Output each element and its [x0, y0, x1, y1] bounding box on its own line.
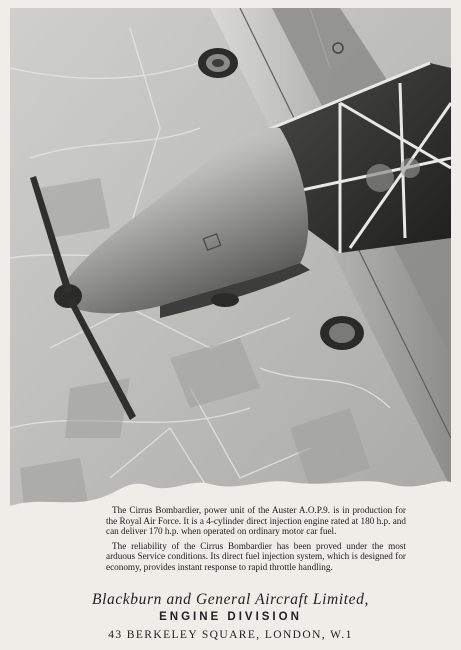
company-address: 43 BERKELEY SQUARE, LONDON, W.1	[108, 629, 353, 641]
auster-aircraft-illustration	[10, 8, 451, 520]
copy-paragraph-1: The Cirrus Bombardier, power unit of the Auster A.O.P.9. is in production for the Royal Air Force. It is a 4-cylinder direct injection engine rated at 180 h.p. and can deliver 170 h.p. when operated on ordinary motor car fuel.	[106, 505, 406, 537]
copy-paragraph-2: The reliability of the Cirrus Bombardier has been proved under the most arduous Service conditions. Its direct fuel injection system, which is designed for economy, provides instant response to rapid throttle handling.	[106, 540, 406, 572]
lower-wheel	[320, 316, 364, 350]
division-name: ENGINE DIVISION	[159, 611, 302, 623]
company-name: Blackburn and General Aircraft Limited,	[92, 591, 369, 608]
upper-wheel	[198, 48, 238, 78]
aircraft-photo	[10, 8, 451, 520]
advert-copy	[106, 505, 406, 577]
